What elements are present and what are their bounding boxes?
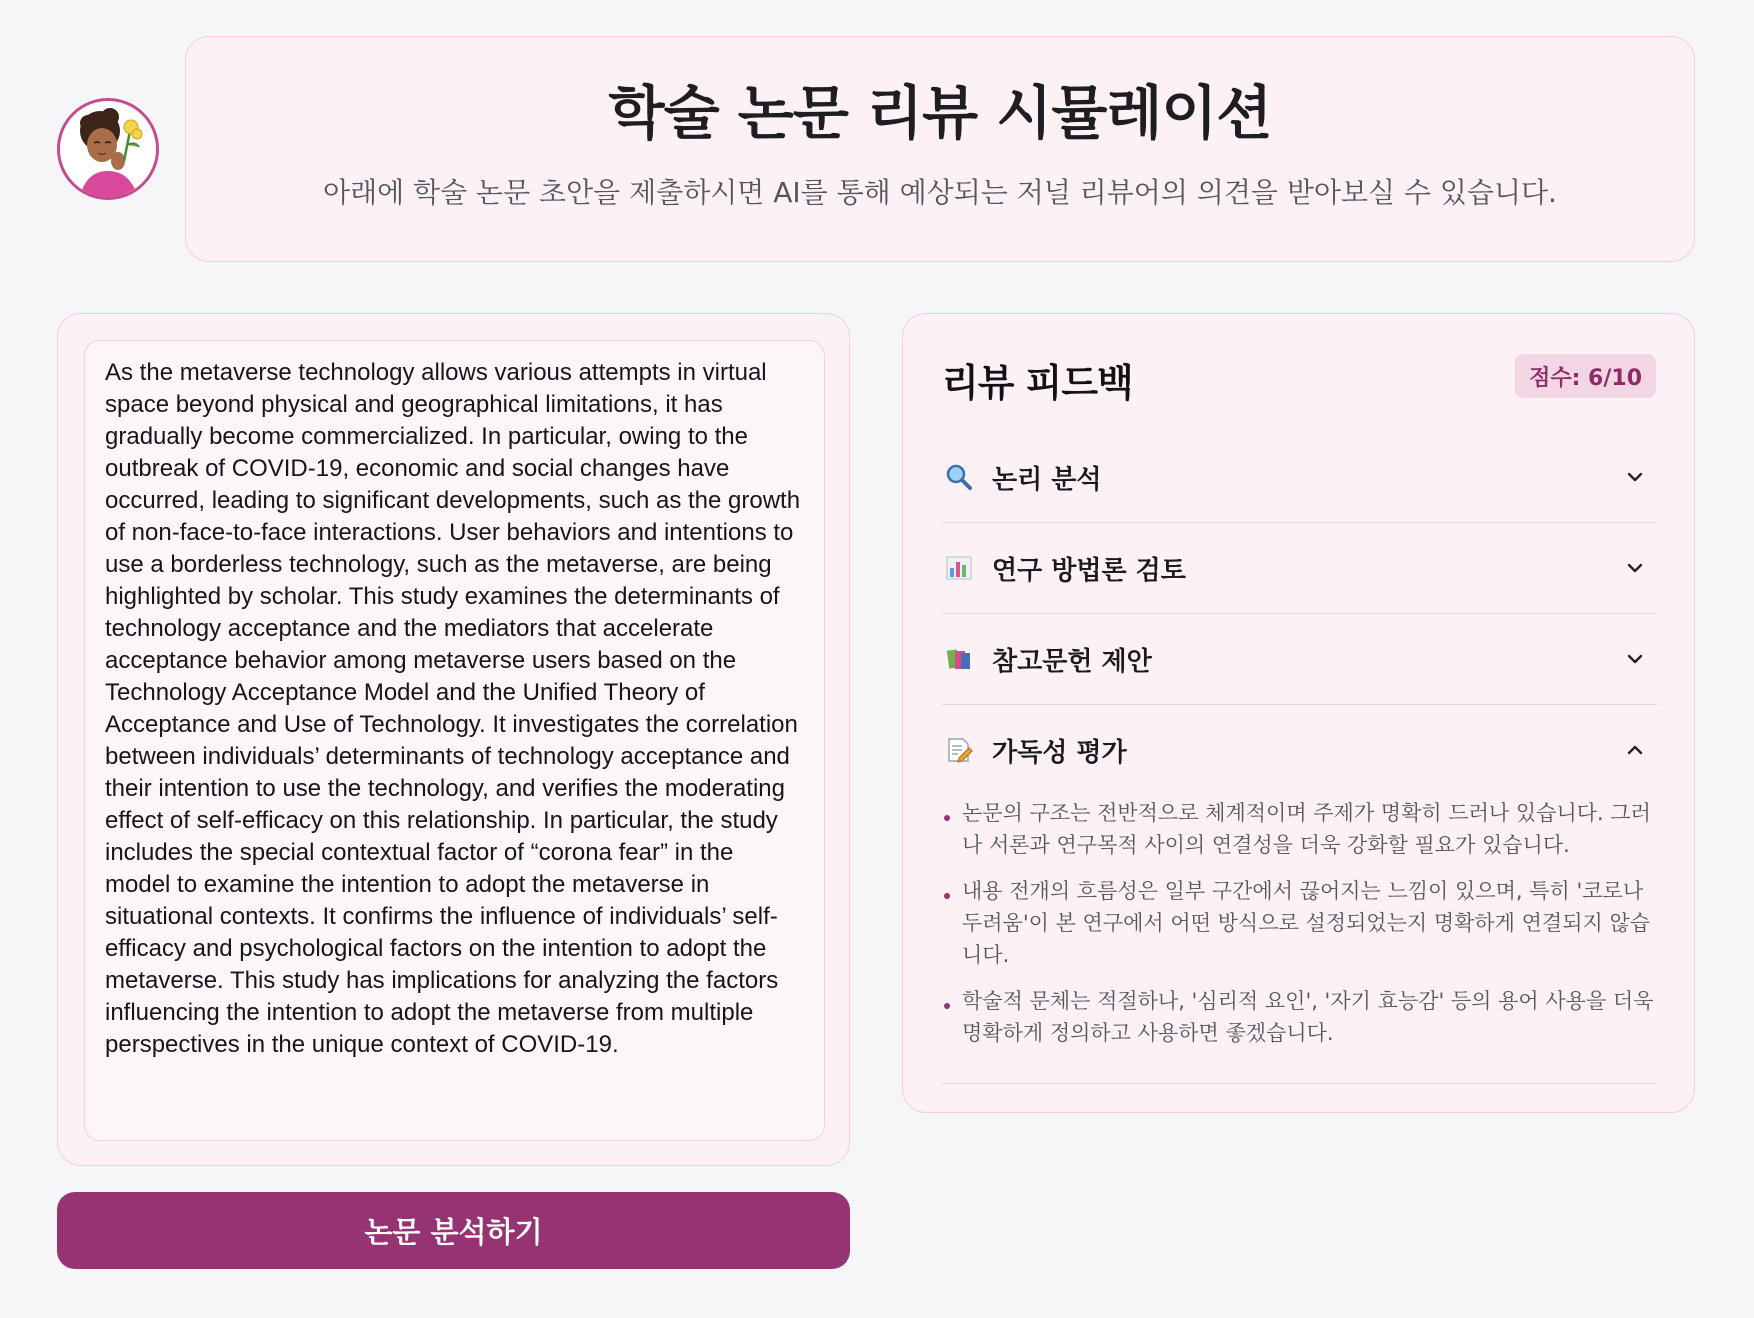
list-item: 학술적 문체는 적절하나, '심리적 요인', '자기 효능감' 등의 용어 사용을 더욱 명확하게 정의하고 사용하면 좋겠습니다.	[942, 985, 1657, 1049]
accordion-header-readability[interactable]	[942, 705, 1657, 795]
list-item: 논문의 구조는 전반적으로 체계적이며 주제가 명확히 드러나 있습니다. 그러나 서론과 연구목적 사이의 연결성을 더욱 강화할 필요가 있습니다.	[942, 797, 1657, 861]
page-title: 학술 논문 리뷰 시뮬레이션	[608, 79, 1272, 147]
analyze-paper-button[interactable]: 논문 분석하기	[57, 1192, 850, 1269]
books-icon	[944, 644, 974, 674]
accordion-label: 연구 방법론 검토	[992, 555, 1186, 586]
accordion-item-references	[942, 614, 1657, 705]
paper-text-area[interactable]	[84, 340, 825, 1141]
readability-feedback-list	[942, 797, 1657, 1049]
accordion-header-methodology[interactable]	[942, 523, 1657, 613]
score-badge: 점수: 6/10	[1515, 354, 1656, 398]
bar-chart-icon	[944, 553, 974, 583]
review-feedback-card	[902, 313, 1695, 1113]
header-card	[185, 36, 1695, 262]
avatar	[57, 98, 159, 200]
chevron-up-icon	[1623, 738, 1647, 762]
list-item: 내용 전개의 흐름성은 일부 구간에서 끊어지는 느낌이 있으며, 특히 '코로나 두려움'이 본 연구에서 어떤 방식으로 설정되었는지 명확하게 연결되지 않습니다.	[942, 875, 1657, 971]
page-subtitle: 아래에 학술 논문 초안을 제출하시면 AI를 통해 예상되는 저널 리뷰어의 의견을 받아보실 수 있습니다.	[323, 175, 1557, 209]
accordion-item-logic	[942, 432, 1657, 523]
chevron-down-icon	[1623, 556, 1647, 580]
accordion-body-readability	[942, 795, 1657, 1083]
paper-input-card	[57, 313, 850, 1166]
accordion-header-logic[interactable]	[942, 432, 1657, 522]
accordion-label: 가독성 평가	[992, 737, 1127, 768]
accordion-label: 논리 분석	[992, 464, 1102, 495]
review-accordion	[942, 432, 1657, 1084]
review-title: 리뷰 피드백	[942, 361, 1133, 405]
accordion-label: 참고문헌 제안	[992, 646, 1152, 677]
magnifier-icon	[944, 462, 974, 492]
accordion-header-references[interactable]	[942, 614, 1657, 704]
accordion-item-methodology	[942, 523, 1657, 614]
chevron-down-icon	[1623, 647, 1647, 671]
memo-icon	[944, 735, 974, 765]
person-with-flower-avatar-icon	[60, 101, 156, 197]
accordion-item-readability	[942, 705, 1657, 1084]
paper-text: As the metaverse technology allows various attempts in virtual space beyond physical and geographical limitations, it has gradually become commercialized. In particular, owing to the outbreak of COVID-19, economic and social changes have occurred, leading to significant developments, such as the growth of non-face-to-face interactions. User behaviors and intentions to use a borderless technology, such as the metaverse, are being highlighted by scholar. This study examines the determinants of technology acceptance and the mediators that accelerate acceptance behavior among metaverse users based on the Technology Acceptance Model and the Unified Theory of Acceptance and Use of Technology. It investigates the correlation between individuals’ determinants of technology acceptance and their intention to use the technology, and verifies the moderating effect of self-efficacy on this relationship. In particular, the study includes the special contextual factor of “corona fear” in the model to examine the intention to adopt the metaverse in situational contexts. It confirms the influence of individuals’ self-efficacy and psychological factors on the intention to adopt the metaverse. This study has implications for analyzing the factors influencing the intention to adopt the metaverse from multiple perspectives in the unique context of COVID-19.	[105, 359, 801, 1058]
chevron-down-icon	[1623, 465, 1647, 489]
